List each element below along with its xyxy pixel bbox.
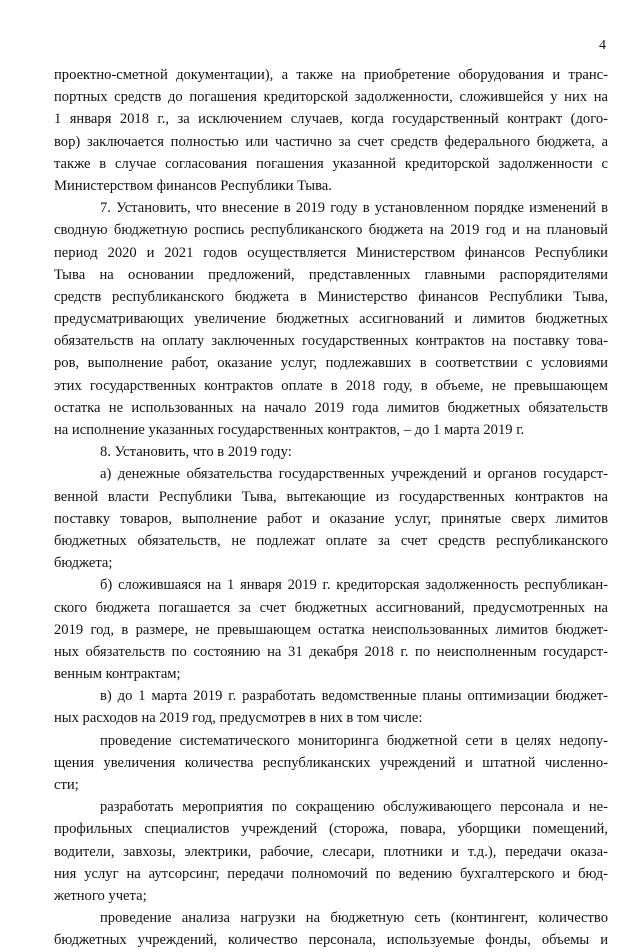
text-line: также в случае согласования погашения указанной кредиторской задолженности с bbox=[54, 155, 608, 172]
text-line: обязательств на оплату заключенных государственных контрактов на поставку това- bbox=[54, 333, 608, 350]
text-line: ского бюджета погашается за счет бюджетных ассигнований, предусмотренных на bbox=[54, 599, 608, 616]
text-line: бюджетных учреждений, количество персонала, используемые фонды, объемы и bbox=[54, 932, 608, 949]
text-line: поставку товаров, выполнение работ и оказание услуг, принятые сверх лимитов bbox=[54, 510, 608, 527]
text-line: 1 января 2018 г., за исключением случаев, когда государственный контракт (дого- bbox=[54, 111, 608, 128]
text-line: венным контрактам; bbox=[54, 666, 181, 683]
text-line: предусматривающих увеличение бюджетных ассигнований и лимитов бюджетных bbox=[54, 311, 608, 328]
text-line: сти; bbox=[54, 777, 79, 793]
text-line: проведение систематического мониторинга бюджетной сети в целях недопу- bbox=[100, 732, 608, 749]
text-line: жетного учета; bbox=[54, 887, 147, 904]
text-line: средств республиканского бюджета в Министерство финансов Республики Тыва, bbox=[54, 288, 608, 305]
text-line: профильных специалистов учреждений (сторожа, повара, уборщики помещений, bbox=[54, 821, 608, 838]
text-line: бюджетных обязательств, не подлежат оплате за счет средств республиканского bbox=[54, 532, 608, 549]
text-line: а) денежные обязательства государственных учреждений и органов государст- bbox=[100, 466, 608, 483]
text-line: остатка не использованных на начало 2019 года лимитов бюджетных обязательств bbox=[54, 399, 608, 416]
text-line: сводную бюджетную роспись республиканского бюджета на 2019 год и на плановый bbox=[54, 222, 608, 239]
text-line: 8. Установить, что в 2019 году: bbox=[100, 444, 292, 461]
text-line: Тыва на основании предложений, представленных главными распорядителями bbox=[54, 266, 608, 283]
text-line: ных обязательств по состоянию на 31 декабря 2018 г. по неисполненным государст- bbox=[54, 643, 608, 660]
text-line: водители, завхозы, электрики, рабочие, слесари, плотники и т.д.), передачи оказа- bbox=[54, 843, 608, 860]
page-number: 4 bbox=[599, 38, 606, 53]
text-line: 7. Установить, что внесение в 2019 году в установленном порядке изменений в bbox=[100, 200, 608, 217]
text-line: период 2020 и 2021 годов осуществляется Министерством финансов Республики bbox=[54, 244, 608, 261]
text-line: проектно-сметной документации), а также на приобретение оборудования и транс- bbox=[54, 67, 608, 83]
text-line: б) сложившаяся на 1 января 2019 г. кредиторская задолженность республикан- bbox=[100, 577, 608, 594]
text-line: бюджета; bbox=[54, 555, 113, 572]
text-line: на исполнение указанных государственных контрактов, – до 1 марта 2019 г. bbox=[54, 422, 525, 438]
text-line: портных средств до погашения кредиторской задолженности, сложившейся у них на bbox=[54, 89, 608, 106]
text-line: щения увеличения количества республиканских учреждений и штатной численно- bbox=[54, 754, 608, 771]
text-line: Министерством финансов Республики Тыва. bbox=[54, 177, 332, 194]
text-line: венной власти Республики Тыва, вытекающие из государственных контрактов на bbox=[54, 488, 608, 505]
text-line: вор) заключается полностью или частично за счет средств федерального бюджета, а bbox=[54, 133, 608, 150]
text-line: ния услуг на аутсорсинг, передачи полномочий по ведению бухгалтерского и бюд- bbox=[54, 865, 608, 882]
text-line: этих государственных контрактов оплате в 2018 году, в объеме, не превышающем bbox=[54, 377, 608, 394]
text-line: в) до 1 марта 2019 г. разработать ведомственные планы оптимизации бюджет- bbox=[100, 688, 608, 705]
text-line: проведение анализа нагрузки на бюджетную сеть (контингент, количество bbox=[100, 910, 608, 927]
text-line: разработать мероприятия по сокращению обслуживающего персонала и не- bbox=[100, 799, 608, 816]
text-line: ров, выполнение работ, оказание услуг, подлежавших в соответствии с условиями bbox=[54, 355, 608, 372]
text-line: 2019 год, в размере, не превышающем остатка неиспользованных лимитов бюджет- bbox=[54, 621, 608, 638]
document-body bbox=[54, 64, 608, 952]
text-line: ных расходов на 2019 год, предусмотрев в них в том числе: bbox=[54, 710, 423, 727]
